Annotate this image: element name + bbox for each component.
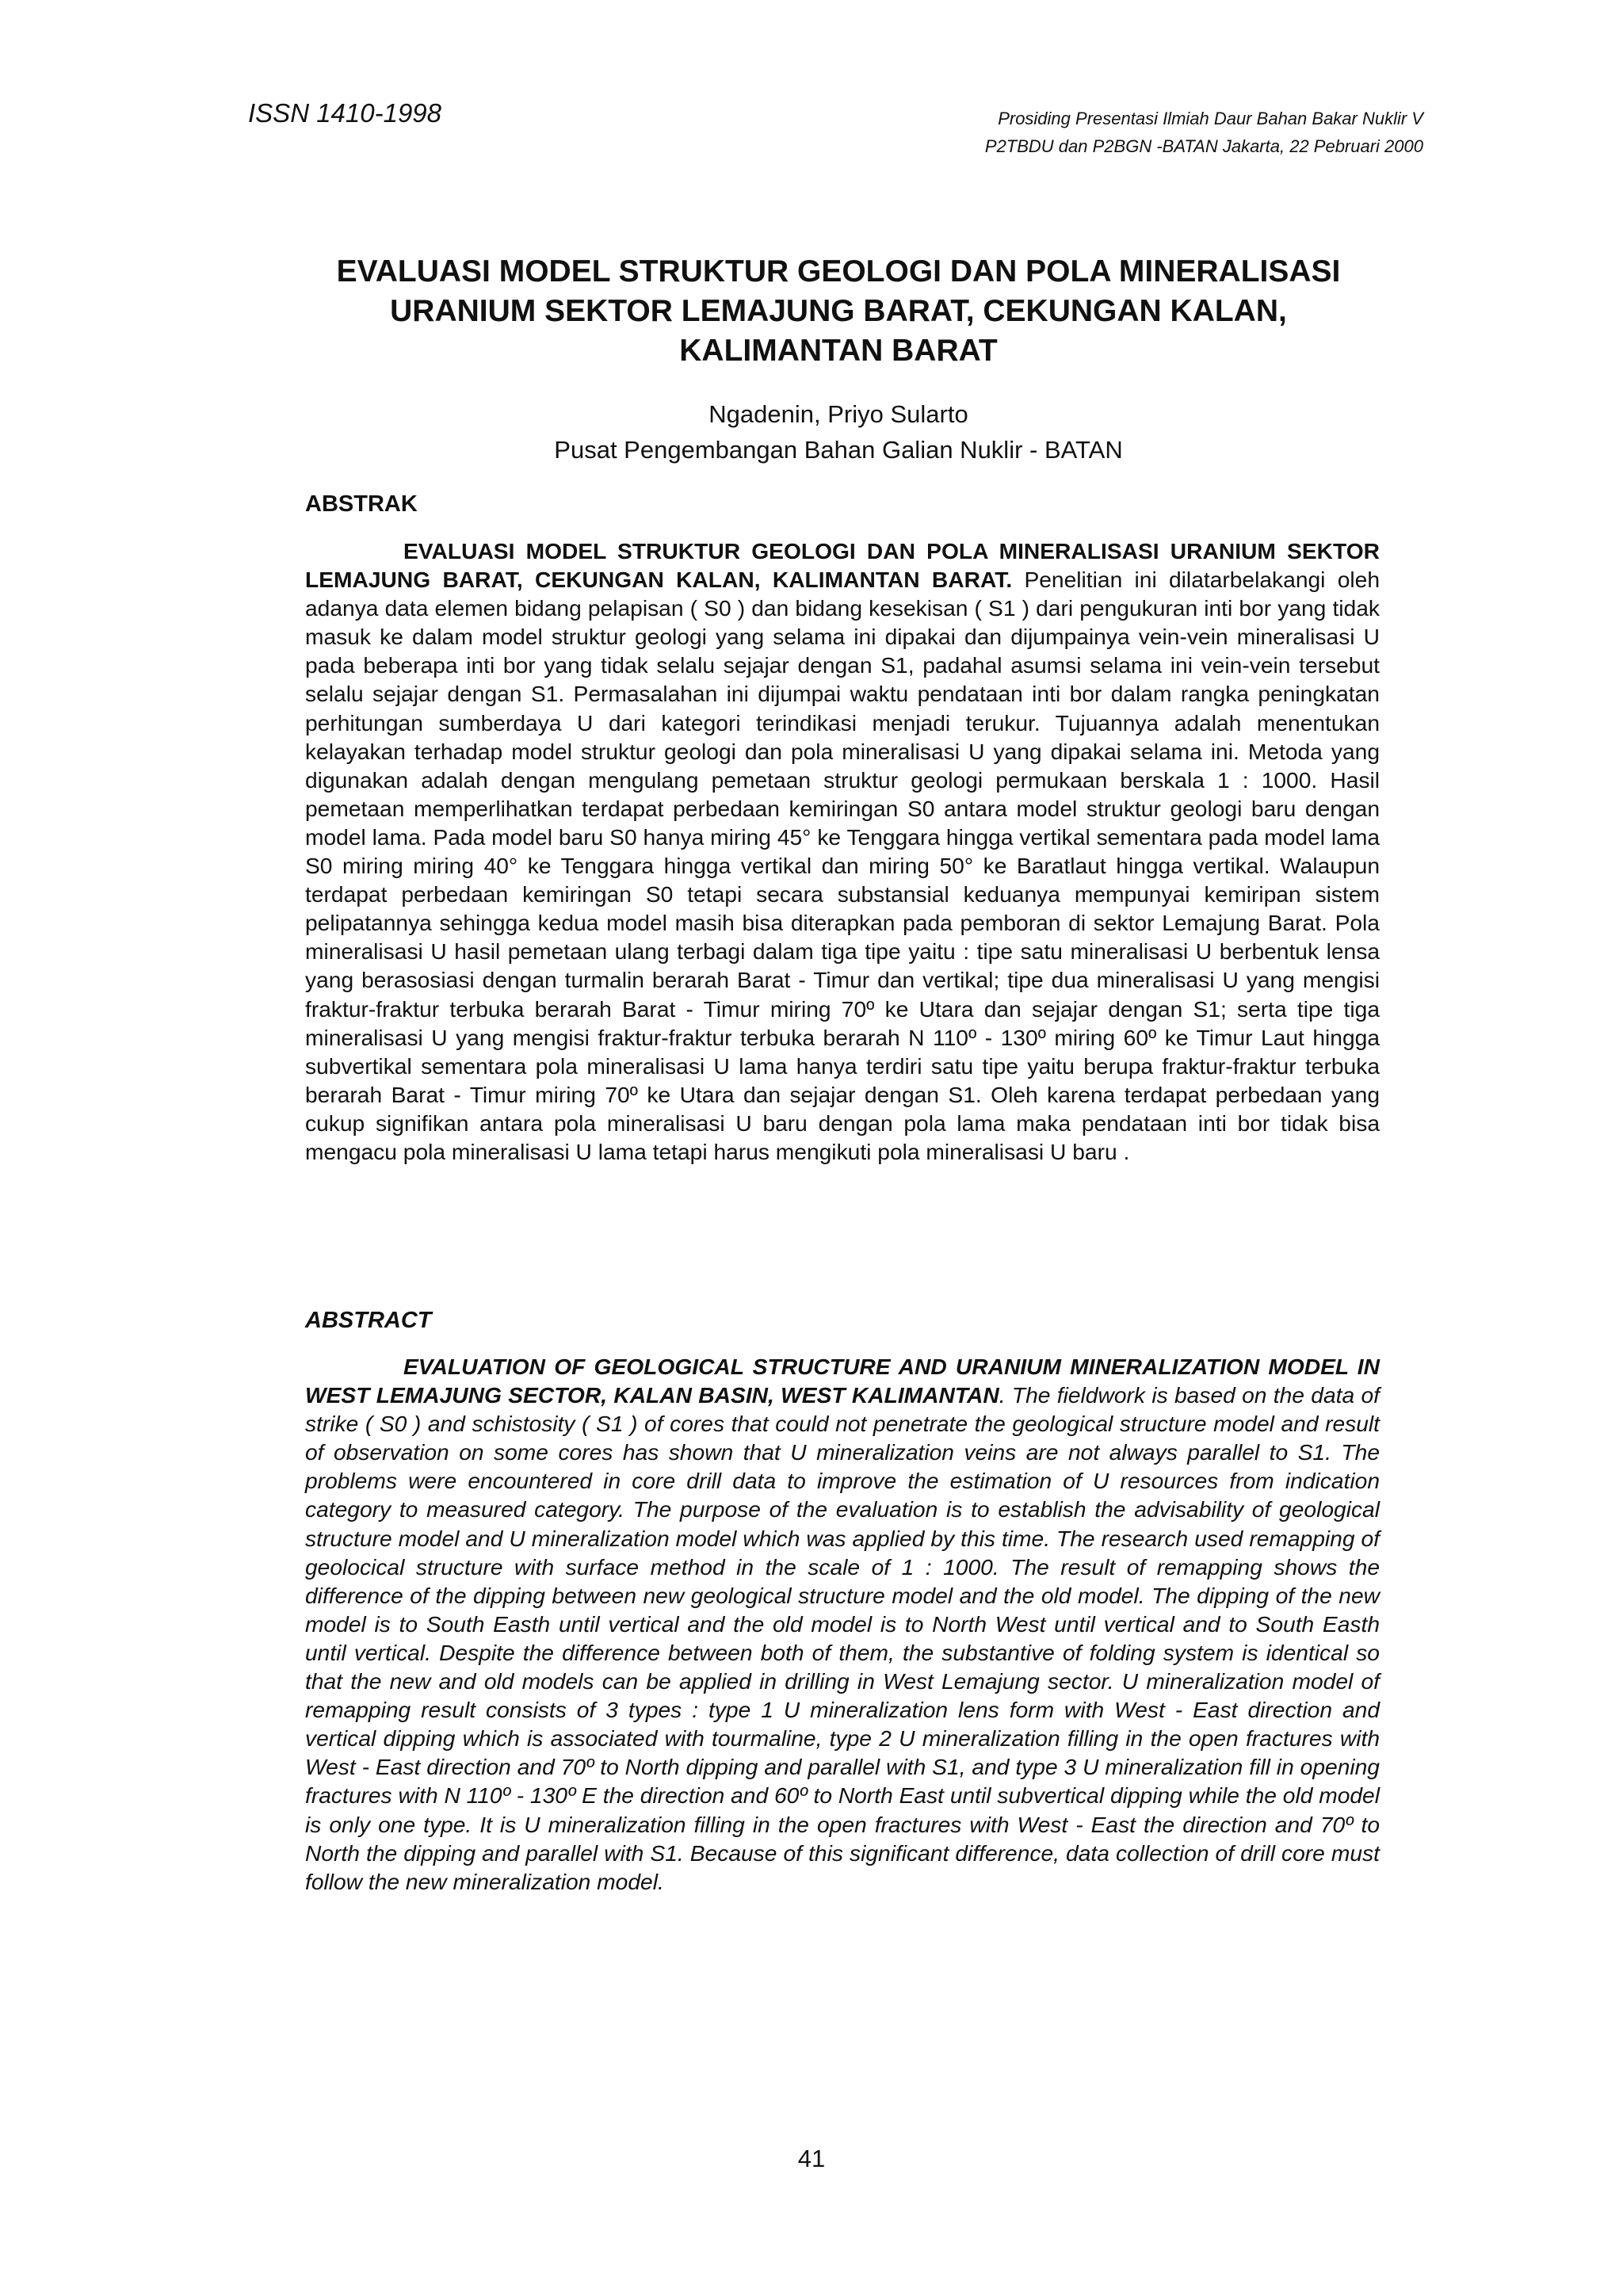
- abstract-heading: ABSTRACT: [305, 1308, 432, 1333]
- title-line-1: EVALUASI MODEL STRUKTUR GEOLOGI DAN POLA MINERALISASI: [336, 254, 1341, 288]
- title-line-2: URANIUM SEKTOR LEMAJUNG BARAT, CEKUNGAN KALAN,: [390, 294, 1287, 328]
- abstrak-lead: EVALUASI MODEL STRUKTUR GEOLOGI DAN POLA MINERALISASI URANIUM SEKTOR LEMAJUNG BARAT, CEKUNGAN KALAN, KALIMANTAN BARAT.: [305, 538, 1380, 593]
- proceedings-line-2: P2TBDU dan P2BGN -BATAN Jakarta, 22 Pebruari 2000: [984, 136, 1423, 156]
- author-affiliation: Pusat Pengembangan Bahan Galian Nuklir - BATAN: [554, 436, 1123, 464]
- abstract-lead: EVALUATION OF GEOLOGICAL STRUCTURE AND URANIUM MINERALIZATION MODEL IN WEST LEMAJUNG SECTOR, KALAN BASIN, WEST KALIMANTAN: [305, 1354, 1380, 1408]
- abstract-body: . The fieldwork is based on the data of strike ( S0 ) and schistosity ( S1 ) of cores that could not penetrate the geological structure model and result of observation on some cores has shown that U mineralization veins are not always parallel to S1. The problems were encountered in core drill data to improve the estimation of U resources from indication category to measured category. The purpose of the evaluation is to establish the advisability of geological structure model and U mineralization model which was applied by this time. The research used remapping of geolocical structure with surface method in the scale of 1 : 1000. The result of remapping shows the difference of the dipping between new geological structure model and the old model. The dipping of the new model is to South Easth until vertical and the old model is to North West until vertical and to South Easth until vertical. Despite the difference between both of them, the substantive of folding system is identical so that the new and old models can be applied in drilling in West Lemajung sector. U mineralization model of remapping result consists of 3 types : type 1 U mineralization lens form with West - East direction and vertical dipping which is associated with tourmaline, type 2 U mineralization filling in the open fractures with West - East direction and 70º to North dipping and parallel with S1, and type 3 U mineralization fill in opening fractures with N 110º - 130º E the direction and 60º to North East until subvertical dipping while the old model is only one type. It is U mineralization filling in the open fractures with West - East the direction and 70º to North the dipping and parallel with S1. Because of this significant difference, data collection of drill core must follow the new mineralization model.: [305, 1382, 1380, 1894]
- page-number: 41: [797, 2145, 826, 2172]
- abstract-paragraph: [305, 1352, 1380, 1896]
- abstrak-paragraph: [305, 537, 1380, 1166]
- author-names: Ngadenin, Priyo Sularto: [708, 400, 968, 428]
- author-block: [304, 396, 1373, 468]
- title-line-3: KALIMANTAN BARAT: [679, 334, 998, 368]
- proceedings-header: [710, 105, 1423, 160]
- abstrak-body: Penelitian ini dilatarbelakangi oleh adanya data elemen bidang pelapisan ( S0 ) dan bidang kesekisan ( S1 ) dari pengukuran inti bor yang tidak masuk ke dalam model struktur geologi yang selama ini dipakai dan dijumpainya vein-vein mineralisasi U pada beberapa inti bor yang tidak selalu sejajar dengan S1, padahal asumsi selama ini vein-vein tersebut selalu sejajar dengan S1. Permasalahan ini dijumpai waktu pendataan inti bor dalam rangka peningkatan perhitungan sumberdaya U dari kategori terindikasi menjadi terukur. Tujuannya adalah menentukan kelayakan terhadap model struktur geologi dan pola mineralisasi U yang dipakai selama ini. Metoda yang digunakan adalah dengan mengulang pemetaan struktur geologi permukaan berskala 1 : 1000. Hasil pemetaan memperlihatkan terdapat perbedaan kemiringan S0 antara model struktur geologi baru dengan model lama. Pada model baru S0 hanya miring 45° ke Tenggara hingga vertikal sementara pada model lama S0 miring miring 40° ke Tenggara hingga vertikal dan miring 50° ke Baratlaut hingga vertikal. Walaupun terdapat perbedaan kemiringan S0 tetapi secara substansial keduanya mempunyai kemiripan sistem pelipatannya sehingga kedua model masih bisa diterapkan pada pemboran di sektor Lemajung Barat. Pola mineralisasi U hasil pemetaan ulang terbagi dalam tiga tipe yaitu : tipe satu mineralisasi U berbentuk lensa yang berasosiasi dengan turmalin berarah Barat - Timur dan vertikal; tipe dua mineralisasi U yang mengisi fraktur-fraktur terbuka berarah Barat - Timur miring 70º ke Utara dan sejajar dengan S1; serta tipe tiga mineralisasi U yang mengisi fraktur-fraktur terbuka berarah N 110º - 130º miring 60º ke Timur Laut hingga subvertikal sementara pola mineralisasi U lama hanya terdiri satu tipe yaitu berupa fraktur-fraktur terbuka berarah Barat - Timur miring 70º ke Utara dan sejajar dengan S1. Oleh karena terdapat perbedaan yang cukup signifikan antara pola mineralisasi U baru dengan pola lama maka pendataan inti bor tidak bisa mengacu pola mineralisasi U lama tetapi harus mengikuti pola mineralisasi U baru .: [305, 567, 1380, 1164]
- abstrak-heading: ABSTRAK: [305, 491, 418, 517]
- paper-title: [304, 252, 1373, 371]
- proceedings-line-1: Prosiding Presentasi Ilmiah Daur Bahan Bakar Nuklir V: [998, 109, 1423, 128]
- issn-number: ISSN 1410-1998: [248, 98, 442, 128]
